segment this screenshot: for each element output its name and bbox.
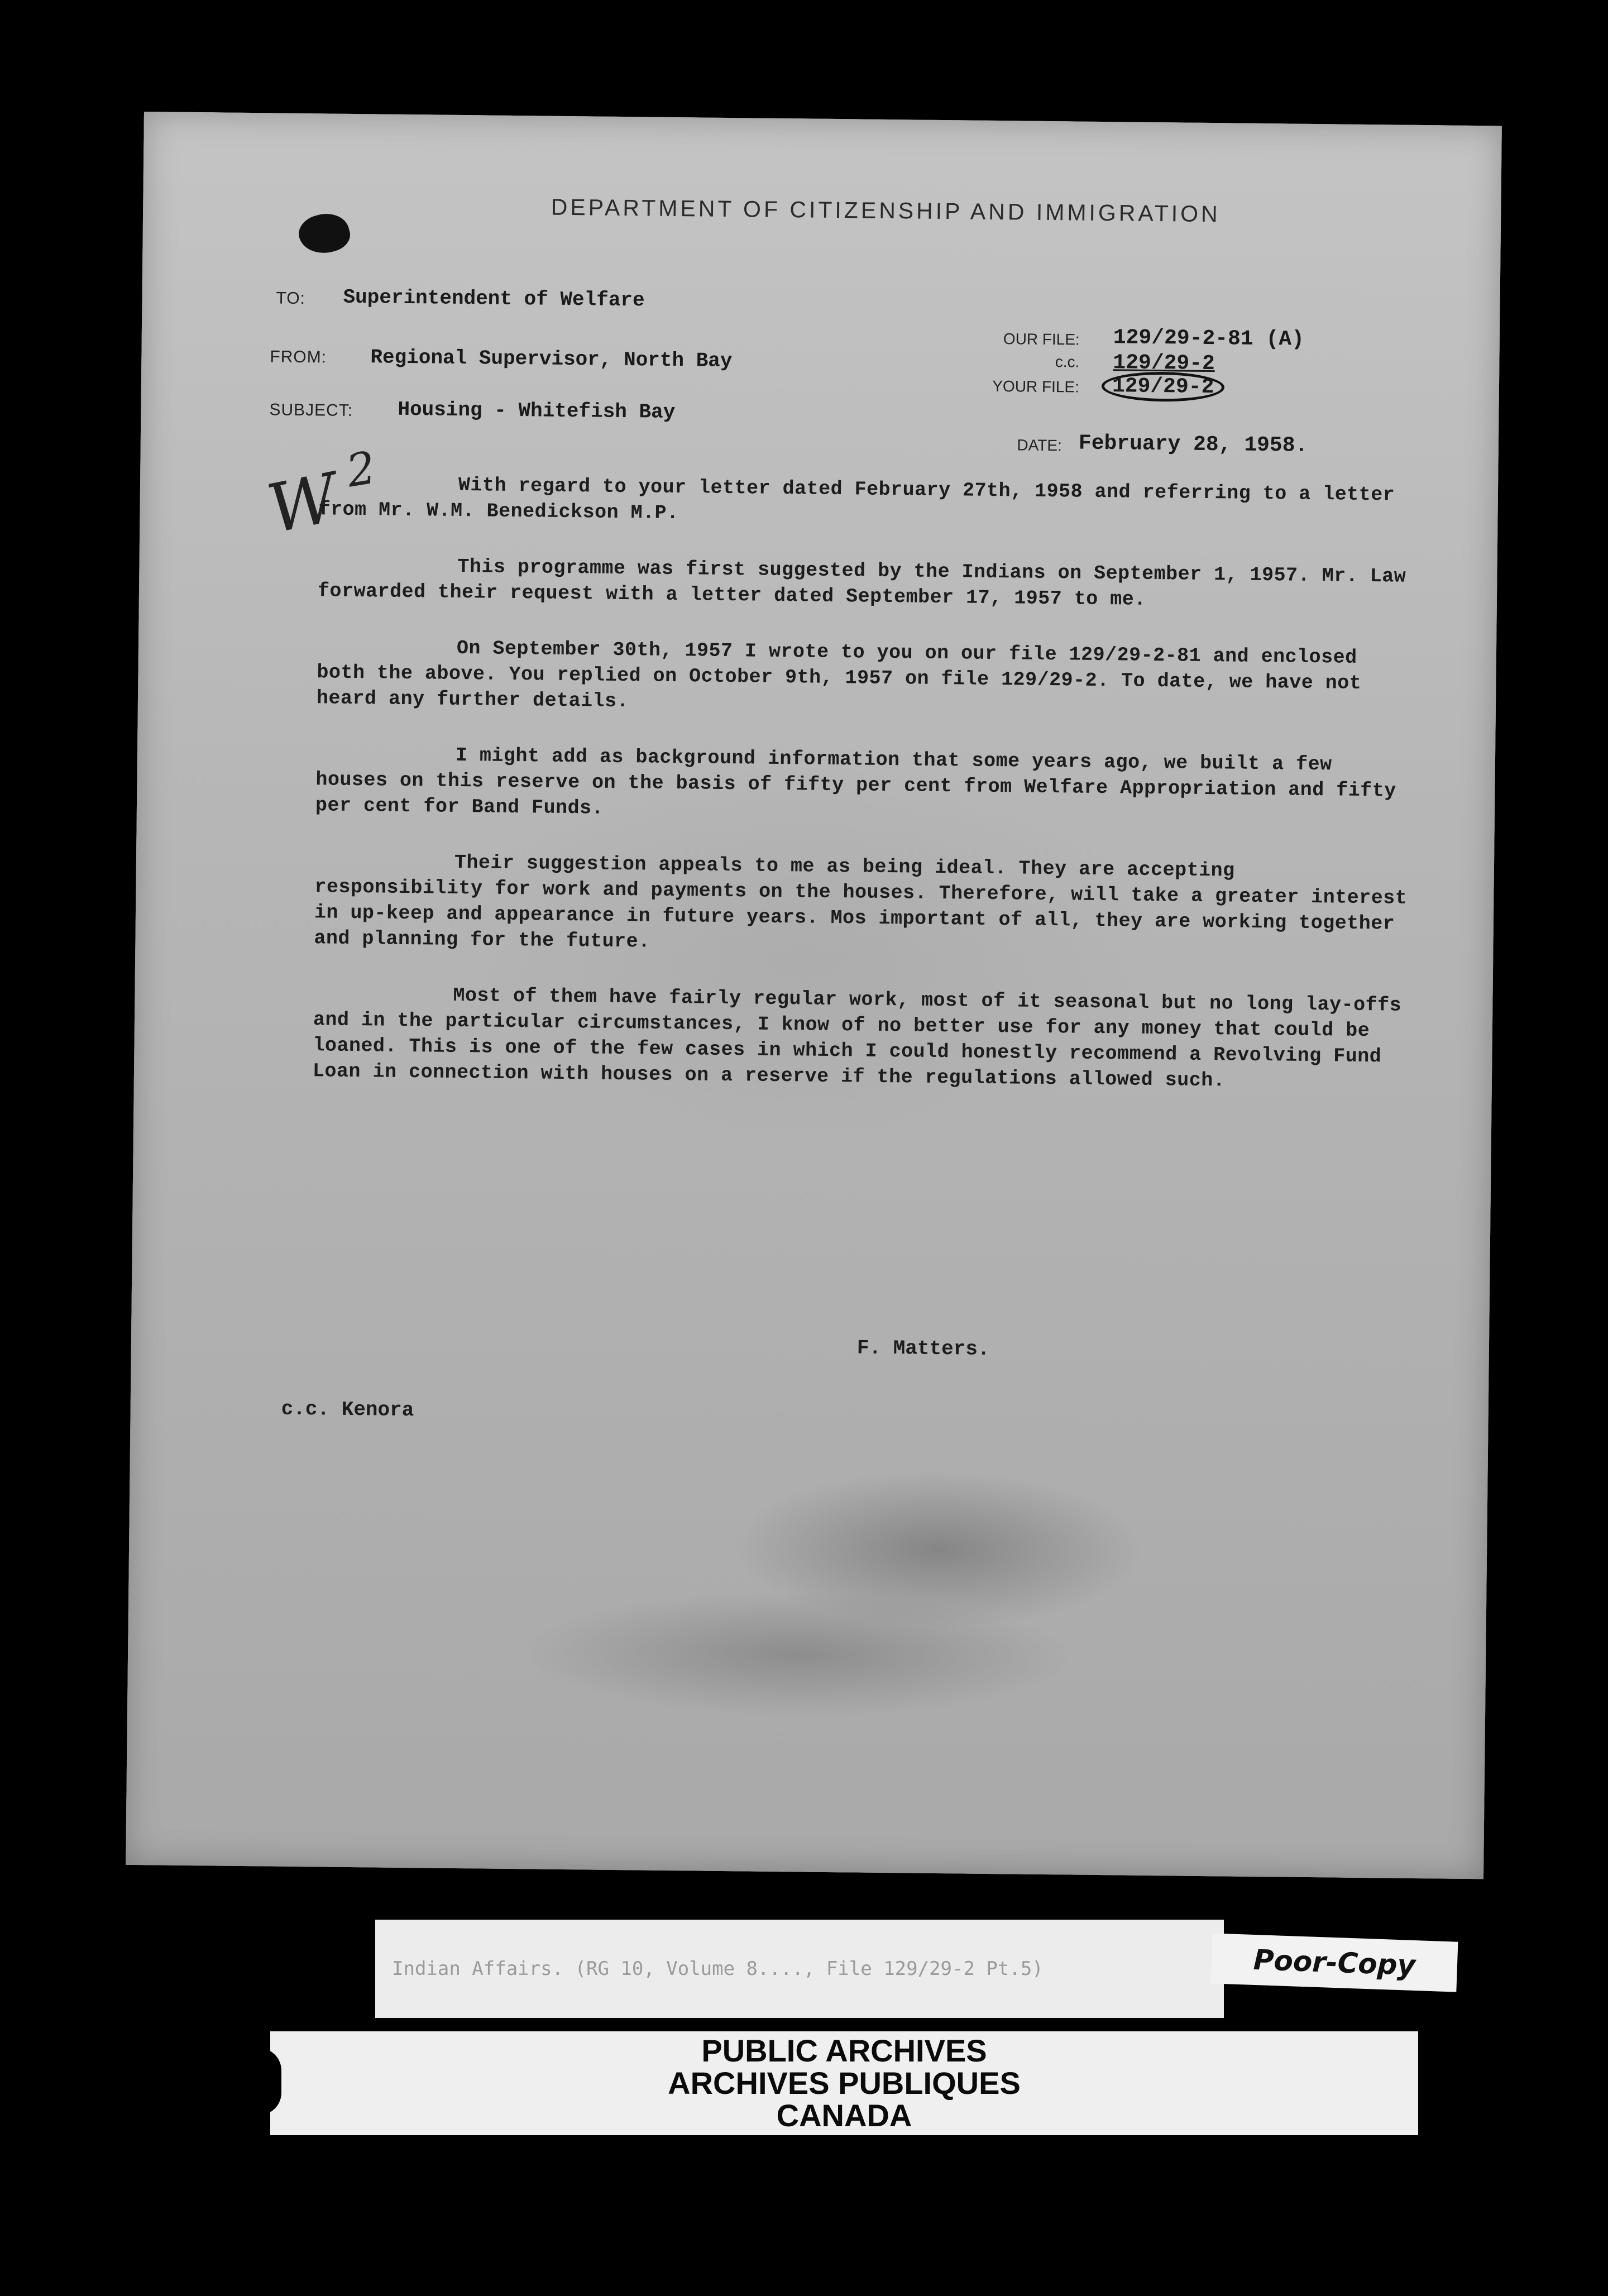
to-label: TO: (276, 289, 306, 308)
paragraph-4: I might add as background information that some years ago, we built a few houses on this reserve on the basis of fifty per cent from Welfare Appropriation and fifty per cent for Band Funds. (315, 744, 1396, 820)
date-value: February 28, 1958. (1078, 431, 1308, 458)
archives-line-1: PUBLIC ARCHIVES (701, 2033, 987, 2068)
to-value: Superintendent of Welfare (343, 285, 645, 312)
archives-line-3: CANADA (776, 2098, 912, 2133)
memo-page (126, 112, 1502, 1879)
your-file-label: YOUR FILE: (992, 377, 1080, 396)
paragraph-2: This programme was first suggested by the Indians on September 1, 1957. Mr. Law forwarded their request with a letter dated September 17, 1957 to me. (317, 555, 1406, 611)
punch-hole (295, 208, 353, 259)
handwritten-superscript-mark: 2 (343, 441, 380, 498)
your-file-value: 129/29-2 (1102, 371, 1225, 402)
archives-line-2: ARCHIVES PUBLIQUES (668, 2065, 1021, 2101)
handwritten-w-mark: W (261, 459, 344, 549)
archive-reference: Indian Affairs. (RG 10, Volume 8...., File 129/29-2 Pt.5) (392, 1958, 1044, 1980)
cc-file-label: c.c. (1055, 353, 1080, 371)
date-label: DATE: (1017, 436, 1062, 455)
our-file-label: OUR FILE: (1003, 330, 1080, 348)
paragraph-6: Most of them have fairly regular work, most of it seasonal but no long lay-offs and in the particular circumstances, I know of no better use for any money that could be loaned. This is one of the few cases in which I could honestly recommend a Revolving Fund Loan in connection with houses on a reserve if the regulations allowed such. (312, 984, 1402, 1092)
public-archives-label (270, 2031, 1418, 2135)
department-letterhead: DEPARTMENT OF CITIZENSHIP AND IMMIGRATION (551, 194, 1221, 227)
cc-file-value: 129/29-2 (1113, 351, 1215, 376)
label-tab-notch (237, 2048, 281, 2115)
subject-label: SUBJECT: (269, 400, 353, 420)
signature: F. Matters. (856, 1336, 990, 1361)
poor-copy-label: Poor-Copy (1211, 1933, 1458, 1992)
from-label: FROM: (270, 347, 327, 367)
paragraph-1: With regard to your letter dated February 27th, 1958 and referring to a letter from Mr. W.M. Benedickson M.P. (318, 473, 1395, 525)
memo-body (312, 471, 1413, 1125)
archive-reference-strip (375, 1920, 1224, 2018)
from-value: Regional Supervisor, North Bay (370, 346, 733, 373)
subject-value: Housing - Whitefish Bay (398, 398, 676, 424)
our-file-value: 129/29-2-81 (A) (1113, 326, 1305, 352)
paragraph-5: Their suggestion appeals to me as being ideal. They are accepting responsibility for work and payments on the houses. Therefore, will take a greater interest in up-keep and appearance in future years. Mos important of all, they are working together and planning for the future. (314, 851, 1408, 953)
paragraph-3: On September 30th, 1957 I wrote to you on our file 129/29-2-81 and enclosed both the above. You replied on October 9th, 1957 on file 129/29-2. To date, we have not heard any further details. (316, 637, 1362, 713)
carbon-copy-line: c.c. Kenora (281, 1397, 414, 1422)
